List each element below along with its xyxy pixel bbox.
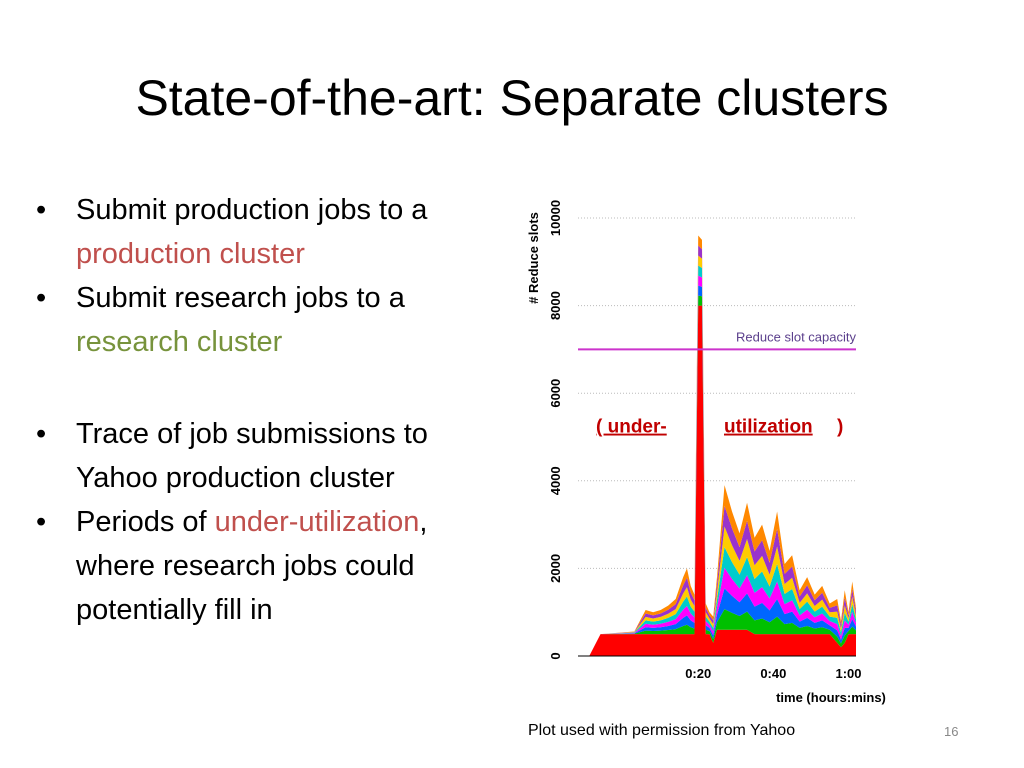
bullet-item	[36, 412, 506, 500]
y-tick-label: 6000	[548, 378, 563, 408]
y-tick-label: 8000	[548, 291, 563, 321]
x-tick-label: 1:00	[835, 666, 862, 681]
annotation-utilization: utilization	[724, 416, 813, 438]
bullet-item	[36, 188, 506, 276]
x-axis-label: time (hours:mins)	[776, 690, 886, 705]
x-tick-label: 0:20	[685, 666, 712, 681]
bullet-list	[36, 188, 506, 632]
slide-title: State-of-the-art: Separate clusters	[135, 70, 889, 126]
bullet-highlight: research cluster	[76, 326, 283, 358]
y-axis-ticks	[548, 200, 563, 660]
bullet-text: Submit research jobs to a	[76, 282, 405, 314]
plot-caption: Plot used with permission from Yahoo	[528, 722, 796, 739]
reduce-slots-chart	[520, 188, 900, 718]
y-tick-label: 0	[548, 652, 563, 660]
annotation-paren: )	[837, 416, 844, 438]
y-tick-label: 10000	[548, 199, 563, 237]
x-axis-ticks	[685, 666, 861, 681]
capacity-label: Reduce slot capacity	[736, 329, 856, 345]
bullet-text: , where research jobs could potentially fill in	[76, 506, 428, 626]
bullet-item	[36, 276, 506, 364]
y-tick-label: 4000	[548, 466, 563, 496]
y-tick-label: 2000	[548, 553, 563, 583]
bullet-text: Submit production jobs to a	[76, 194, 428, 226]
stacked-area-series	[589, 236, 856, 656]
bullet-item	[36, 500, 506, 632]
bullet-highlight: under-utilization	[214, 506, 420, 538]
x-tick-label: 0:40	[760, 666, 787, 681]
bullet-highlight: production cluster	[76, 238, 305, 270]
y-axis-label: # Reduce slots	[526, 212, 541, 304]
bullet-text: Periods of	[76, 506, 215, 538]
page-number: 16	[944, 724, 959, 739]
annotation-under: ( under-	[596, 416, 667, 438]
bullet-text: Trace of job submissions to Yahoo production cluster	[76, 418, 428, 494]
